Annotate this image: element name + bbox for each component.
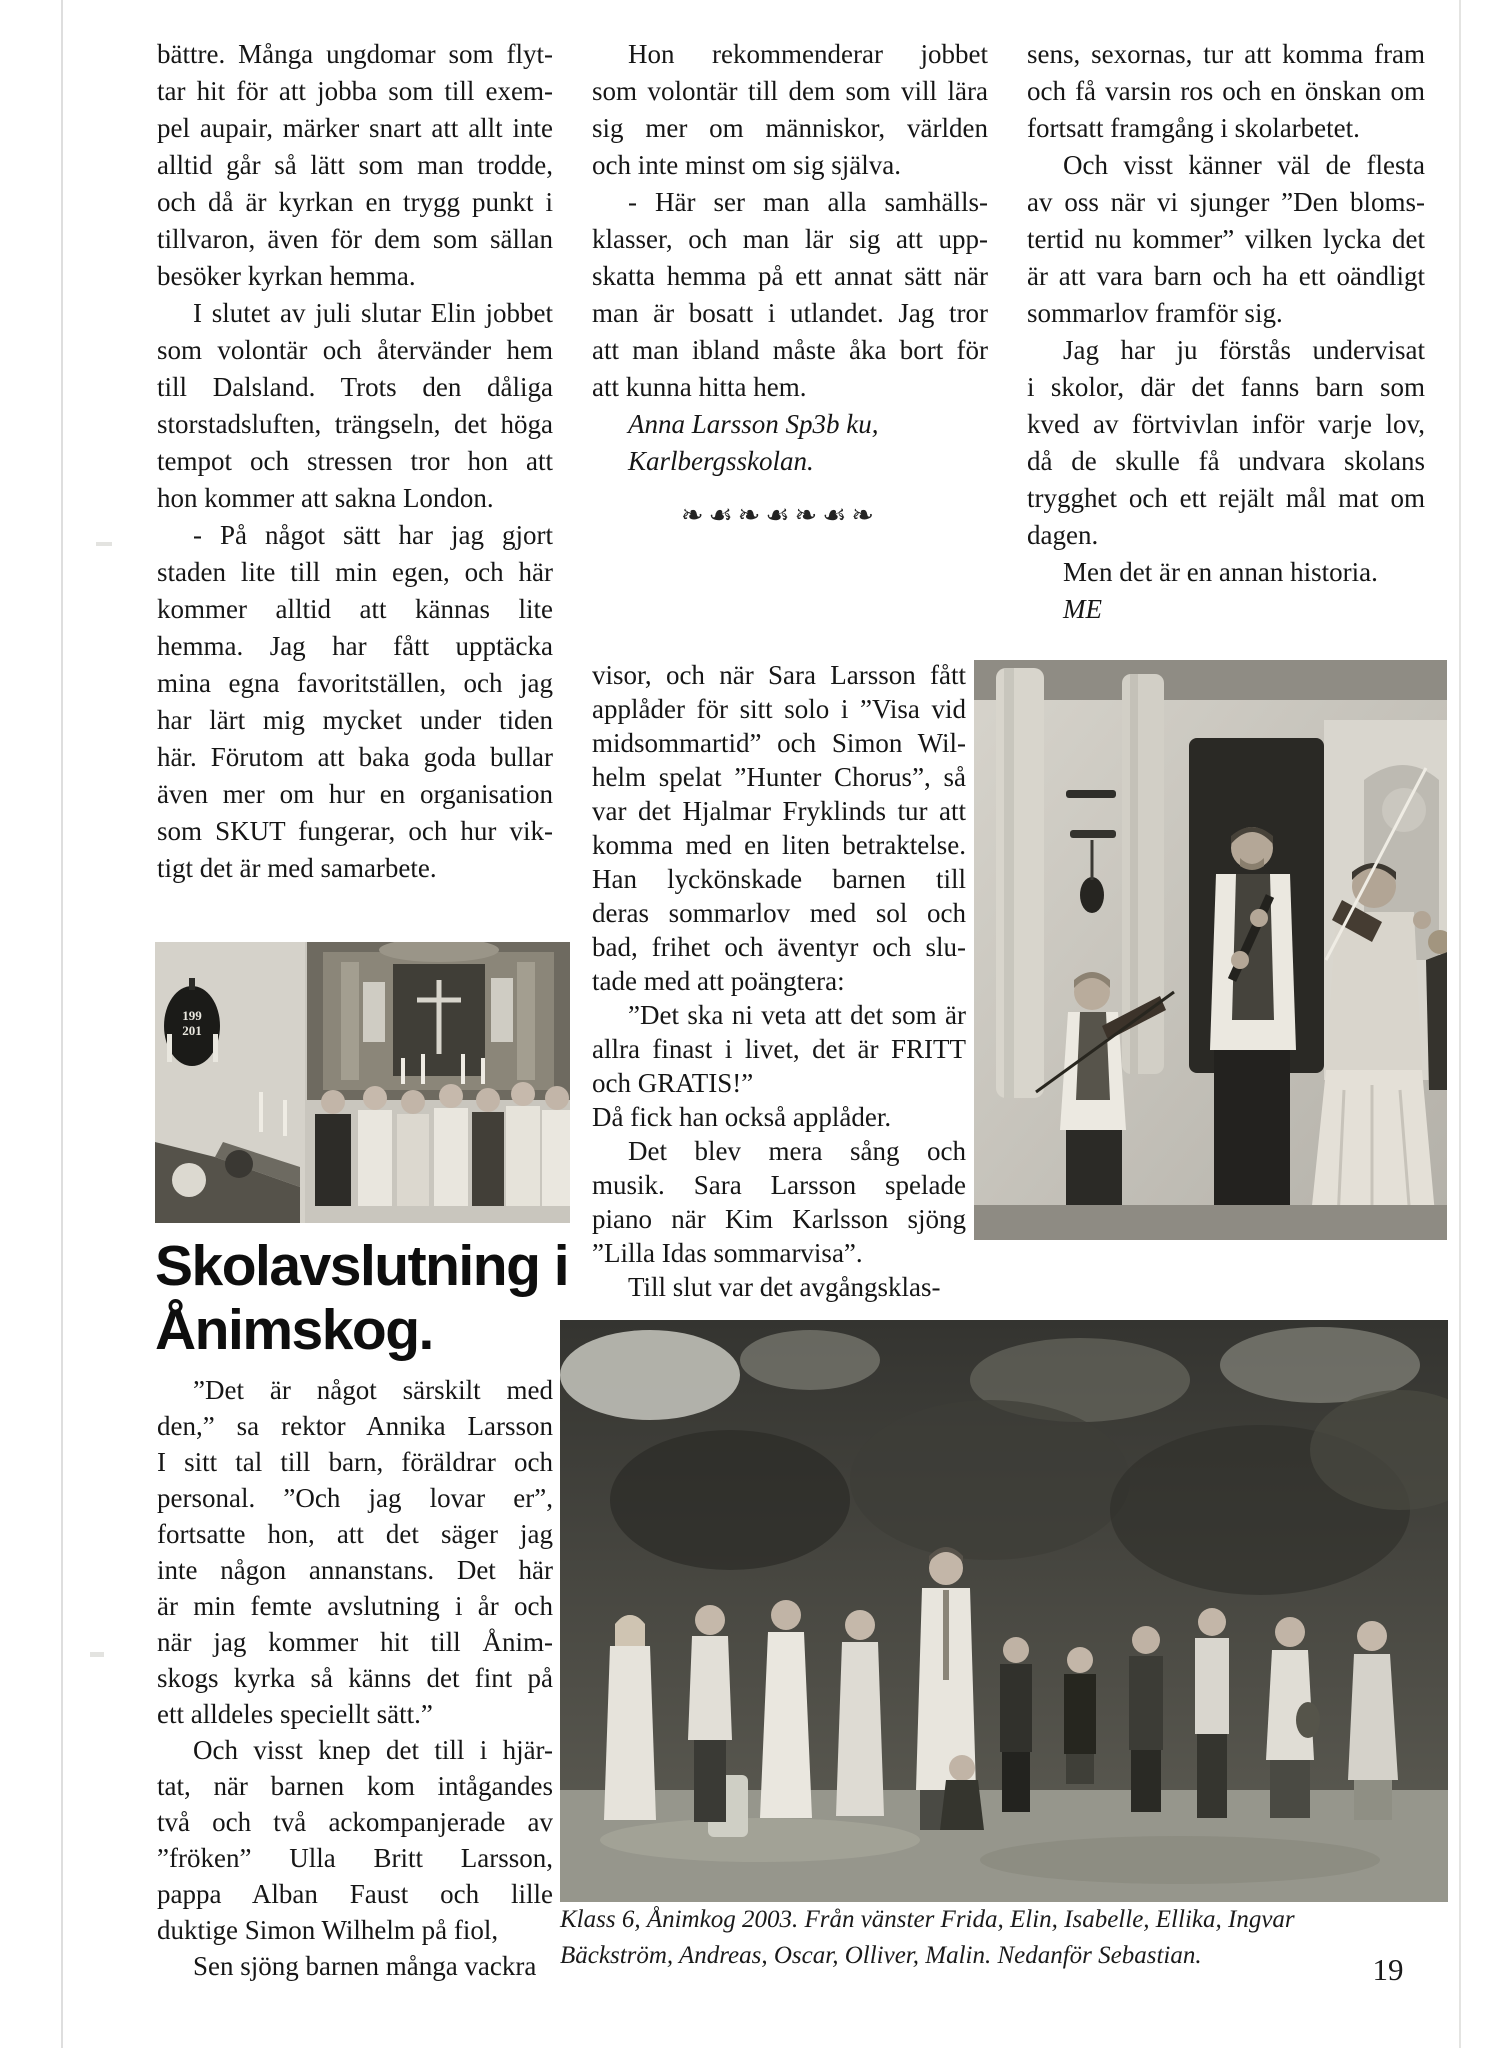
text-line: är att vara barn och ha ett oändligt xyxy=(1027,261,1425,291)
text-line: man är bosatt i utlandet. Jag tror xyxy=(592,298,988,328)
scan-speck xyxy=(90,1652,104,1657)
text-line: tat, när barnen kom intågandes xyxy=(157,1771,553,1801)
text-line: även mer om hur en organisation xyxy=(157,779,553,809)
class-group-photo xyxy=(560,1320,1448,1902)
text-line: inte någon annanstans. Det här xyxy=(157,1555,553,1585)
photo-caption-line1: Klass 6, Ånimkog 2003. Från vänster Frida, Elin, Isabelle, Ellika, Ingvar xyxy=(560,1906,1295,1933)
text-line: Men det är en annan historia. xyxy=(1063,557,1378,587)
text-line: kommer alltid att kännas lite xyxy=(157,594,553,624)
article-heading xyxy=(155,1234,575,1362)
text-line: tillvaron, även för dem som sällan xyxy=(157,224,553,254)
column-1-top xyxy=(157,36,553,887)
flourish-ornament: ❧☙❧☙❧☙❧ xyxy=(680,500,880,530)
scan-speck xyxy=(96,542,112,546)
hymn-board-numbers xyxy=(167,1008,217,1038)
text-line: till Dalsland. Trots den dåliga xyxy=(157,372,553,402)
text-line: - På något sätt har jag gjort xyxy=(193,520,553,550)
text-line: Det blev mera sång och xyxy=(628,1136,966,1166)
paragraph xyxy=(1027,36,1425,147)
column-2-story xyxy=(592,658,966,1304)
text-line: den,” sa rektor Annika Larsson xyxy=(157,1411,553,1441)
paragraph xyxy=(1027,332,1425,554)
text-line: skogs kyrka så känns det fint på xyxy=(157,1663,553,1693)
text-line: fortsatt framgång i skolarbetet. xyxy=(1027,113,1360,143)
text-line: sens, sexornas, tur att komma fram xyxy=(1027,39,1425,69)
text-line: tertid nu kommer” vilken lycka det xyxy=(1027,224,1425,254)
column-3-top xyxy=(1027,36,1425,628)
text-line: tar hit för att jobba som till exem- xyxy=(157,76,553,106)
text-line: hemma. Jag har fått upptäcka xyxy=(157,631,553,661)
text-line: tempot och stressen tror hon att xyxy=(157,446,553,476)
paragraph xyxy=(592,1270,966,1304)
paragraph xyxy=(592,658,966,998)
paragraph xyxy=(592,36,988,184)
text-line: alltid går så lätt som man trodde, xyxy=(157,150,553,180)
text-line: kved av förtvivlan inför varje lov, xyxy=(1027,409,1425,439)
text-line: bad, frihet och äventyr och slu- xyxy=(592,932,966,962)
text-line: två och två ackompanjerade av xyxy=(157,1807,553,1837)
text-line: Karlbergsskolan. xyxy=(628,446,814,476)
text-line: ME xyxy=(1063,594,1102,624)
hymn-number-top: 199 xyxy=(182,1008,202,1023)
text-line: att man ibland måste åka bort för xyxy=(592,335,988,365)
text-line: i skolor, där det fanns barn som xyxy=(1027,372,1425,402)
paragraph xyxy=(157,1372,553,1732)
paragraph xyxy=(157,1948,553,1984)
text-line: trygghet och ett rejält mål mat om xyxy=(1027,483,1425,513)
text-line: sig mer om människor, världen xyxy=(592,113,988,143)
photo-caption-line2: Bäckström, Andreas, Oscar, Olliver, Malin. Nedanför Sebastian. xyxy=(560,1942,1202,1969)
column-2-top xyxy=(592,36,988,480)
scan-gutter-line-left xyxy=(61,0,63,2048)
text-line: pappa Alban Faust och lille xyxy=(157,1879,553,1909)
text-line: som volontär till dem som vill lära xyxy=(592,76,988,106)
text-line: som SKUT fungerar, och hur vik- xyxy=(157,816,553,846)
text-line: deras sommarlov med sol och xyxy=(592,898,966,928)
paragraph xyxy=(592,1100,966,1134)
text-line: Jag har ju förstås undervisat xyxy=(1063,335,1425,365)
hymn-number-bottom: 201 xyxy=(182,1023,202,1038)
text-line: applåder för sitt solo i ”Visa vid xyxy=(592,694,966,724)
text-line: musik. Sara Larsson spelade xyxy=(592,1170,966,1200)
text-line: storstadsluften, trängseln, det höga xyxy=(157,409,553,439)
text-line: allra finast i livet, det är FRITT xyxy=(592,1034,966,1064)
text-line: och GRATIS!” xyxy=(592,1068,754,1098)
text-line: av oss när vi sjunger ”Den bloms- xyxy=(1027,187,1425,217)
text-line: klasser, och man lär sig att upp- xyxy=(592,224,988,254)
text-line: pel aupair, märker snart att allt inte xyxy=(157,113,553,143)
text-line: tade med att poängtera: xyxy=(592,966,845,996)
page-number: 19 xyxy=(1372,1952,1404,1987)
text-line: komma med en liten betraktelse. xyxy=(592,830,966,860)
text-line: och inte minst om sig själva. xyxy=(592,150,901,180)
column-1-story xyxy=(157,1372,553,1984)
paragraph xyxy=(157,295,553,517)
text-line: Då fick han också applåder. xyxy=(592,1102,892,1132)
paragraph xyxy=(157,36,553,295)
text-line: fortsatte hon, att det säger jag xyxy=(157,1519,553,1549)
text-line: midsommartid” och Simon Wil- xyxy=(592,728,966,758)
text-line: när jag kommer hit till Ånim- xyxy=(157,1627,553,1657)
text-line: ”fröken” Ulla Britt Larsson, xyxy=(157,1843,553,1873)
article-heading-line2: Ånimskog. xyxy=(155,1298,433,1362)
text-line: helm spelat ”Hunter Chorus”, så xyxy=(592,762,966,792)
violin-players-photo xyxy=(974,660,1447,1240)
paragraph xyxy=(1027,591,1425,628)
text-line: dagen. xyxy=(1027,520,1099,550)
paragraph xyxy=(592,998,966,1100)
text-line: som volontär och återvänder hem xyxy=(157,335,553,365)
text-line: Anna Larsson Sp3b ku, xyxy=(628,409,879,439)
text-line: visor, och när Sara Larsson fått xyxy=(592,660,966,690)
text-line: Hon rekommenderar jobbet xyxy=(628,39,988,69)
text-line: - Här ser man alla samhälls- xyxy=(628,187,988,217)
text-line: att kunna hitta hem. xyxy=(592,372,807,402)
text-line: skatta hemma på ett annat sätt när xyxy=(592,261,988,291)
text-line: I sitt tal till barn, föräldrar och xyxy=(157,1447,553,1477)
text-line: Och visst känner väl de flesta xyxy=(1063,150,1425,180)
text-line: sommarlov framför sig. xyxy=(1027,298,1283,328)
text-line: ”Det ska ni veta att det som är xyxy=(628,1000,966,1030)
text-line: mina egna favoritställen, och jag xyxy=(157,668,553,698)
text-line: ”Det är något särskilt med xyxy=(193,1375,553,1405)
text-line: piano när Kim Karlsson sjöng xyxy=(592,1204,966,1234)
text-line: besöker kyrkan hemma. xyxy=(157,261,416,291)
paragraph xyxy=(592,406,988,480)
text-line: Till slut var det avgångsklas- xyxy=(628,1272,941,1302)
text-line: här. Förutom att baka goda bullar xyxy=(157,742,553,772)
text-line: duktige Simon Wilhelm på fiol, xyxy=(157,1915,499,1945)
text-line: Och visst knep det till i hjär- xyxy=(193,1735,553,1765)
text-line: staden lite till min egen, och här xyxy=(157,557,553,587)
text-line: ett alldeles speciellt sätt.” xyxy=(157,1699,433,1729)
church-interior-photo xyxy=(155,942,570,1223)
scan-edge-line-right xyxy=(1459,0,1461,2048)
text-line: tigt det är med samarbete. xyxy=(157,853,437,883)
text-line: hon kommer att sakna London. xyxy=(157,483,494,513)
text-line: Han lyckönskade barnen till xyxy=(592,864,966,894)
paragraph xyxy=(1027,554,1425,591)
paragraph xyxy=(157,1732,553,1948)
text-line: personal. ”Och jag lovar er”, xyxy=(157,1483,553,1513)
text-line: I slutet av juli slutar Elin jobbet xyxy=(193,298,553,328)
text-line: Sen sjöng barnen många vackra xyxy=(193,1951,537,1981)
text-line: bättre. Många ungdomar som flyt- xyxy=(157,39,553,69)
paragraph xyxy=(592,1134,966,1270)
paragraph xyxy=(1027,147,1425,332)
article-heading-line1: Skolavslutning i xyxy=(155,1234,569,1298)
text-line: var det Hjalmar Fryklinds tur att xyxy=(592,796,966,826)
text-line: är min femte avslutning i år och xyxy=(157,1591,553,1621)
text-line: och då är kyrkan en trygg punkt i xyxy=(157,187,553,217)
photo-caption xyxy=(560,1902,1450,1974)
text-line: och få varsin ros och en önskan om xyxy=(1027,76,1425,106)
paragraph xyxy=(592,184,988,406)
paragraph xyxy=(157,517,553,887)
text-line: har lärt mig mycket under tiden xyxy=(157,705,553,735)
text-line: ”Lilla Idas sommarvisa”. xyxy=(592,1238,863,1268)
text-line: då de skulle få undvara skolans xyxy=(1027,446,1425,476)
